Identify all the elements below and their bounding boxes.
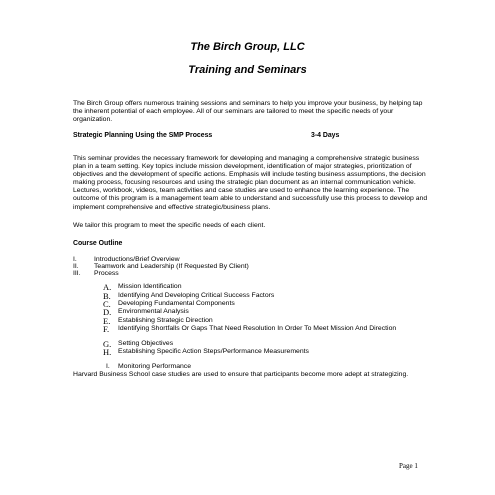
step-text: Mission Identification (118, 283, 182, 290)
step-text: Developing Fundamental Components (118, 300, 235, 307)
step-letter: B. (103, 291, 111, 301)
step-text: Identifying And Developing Critical Success Factors (118, 292, 275, 299)
step-letter: H. (103, 347, 112, 357)
step-text: Environmental Analysis (118, 308, 189, 315)
outline-number: I. (73, 256, 77, 263)
step-text: Identifying Shortfalls Or Gaps That Need Resolution In Order To Meet Mission And Direction (118, 325, 397, 332)
monitoring-number: I. (106, 363, 110, 370)
step-letter: D. (103, 307, 112, 317)
tailor-paragraph: We tailor this program to meet the specific needs of each client. (73, 222, 266, 229)
seminar-heading (73, 132, 433, 139)
seminar-title: Strategic Planning Using the SMP Process (73, 132, 213, 139)
harvard-paragraph: Harvard Business School case studies are used to ensure that participants become more adept at strategizing. (73, 371, 409, 378)
step-letter: F. (103, 324, 110, 334)
step-letter: E. (103, 316, 111, 326)
outline-number: III. (73, 270, 81, 277)
outline-text: Teamwork and Leadership (If Requested By Client) (94, 263, 249, 270)
page-subtitle: Training and Seminars (188, 64, 307, 76)
monitoring-text: Monitoring Performance (118, 363, 192, 370)
step-text: Establishing Strategic Direction (118, 317, 213, 324)
step-letter: G. (103, 339, 112, 349)
seminar-duration: 3-4 Days (311, 132, 340, 139)
step-text: Setting Objectives (118, 340, 174, 347)
page-number: Page 1 (399, 462, 418, 470)
company-title: The Birch Group, LLC (190, 41, 305, 53)
monitoring-item (106, 363, 192, 370)
outline-text: Introductions/Brief Overview (94, 256, 180, 263)
step-letter: C. (103, 299, 111, 309)
intro-paragraph: The Birch Group offers numerous training sessions and seminars to help you improve your business, by helping tap the inherent potential of each employee. All of our seminars are tailored to meet the specific needs of your organization. (73, 100, 423, 124)
outline-text: Process (94, 270, 119, 277)
course-outline-heading: Course Outline (73, 240, 123, 247)
step-text: Establishing Specific Action Steps/Performance Measurements (118, 348, 309, 355)
outline-number: II. (73, 263, 79, 270)
step-letter: A. (103, 282, 112, 292)
description-paragraph: This seminar provides the necessary framework for developing and managing a comprehensive strategic business plan in a team setting. Key topics include mission development, identification of major strategies, prioritization of objectives and the development of specific actions. Emphasis will include testing business assumptions, the decision making process, focusing resources and using the strategic plan document as an internal communication vehicle. Lectures, workbook, videos, team activities and case studies are used to enhance the learning experience. The outcome of this program is a management team able to understand and successfully use this process to develop and implement comprehensive and effective strategic/business plans. (73, 155, 428, 211)
